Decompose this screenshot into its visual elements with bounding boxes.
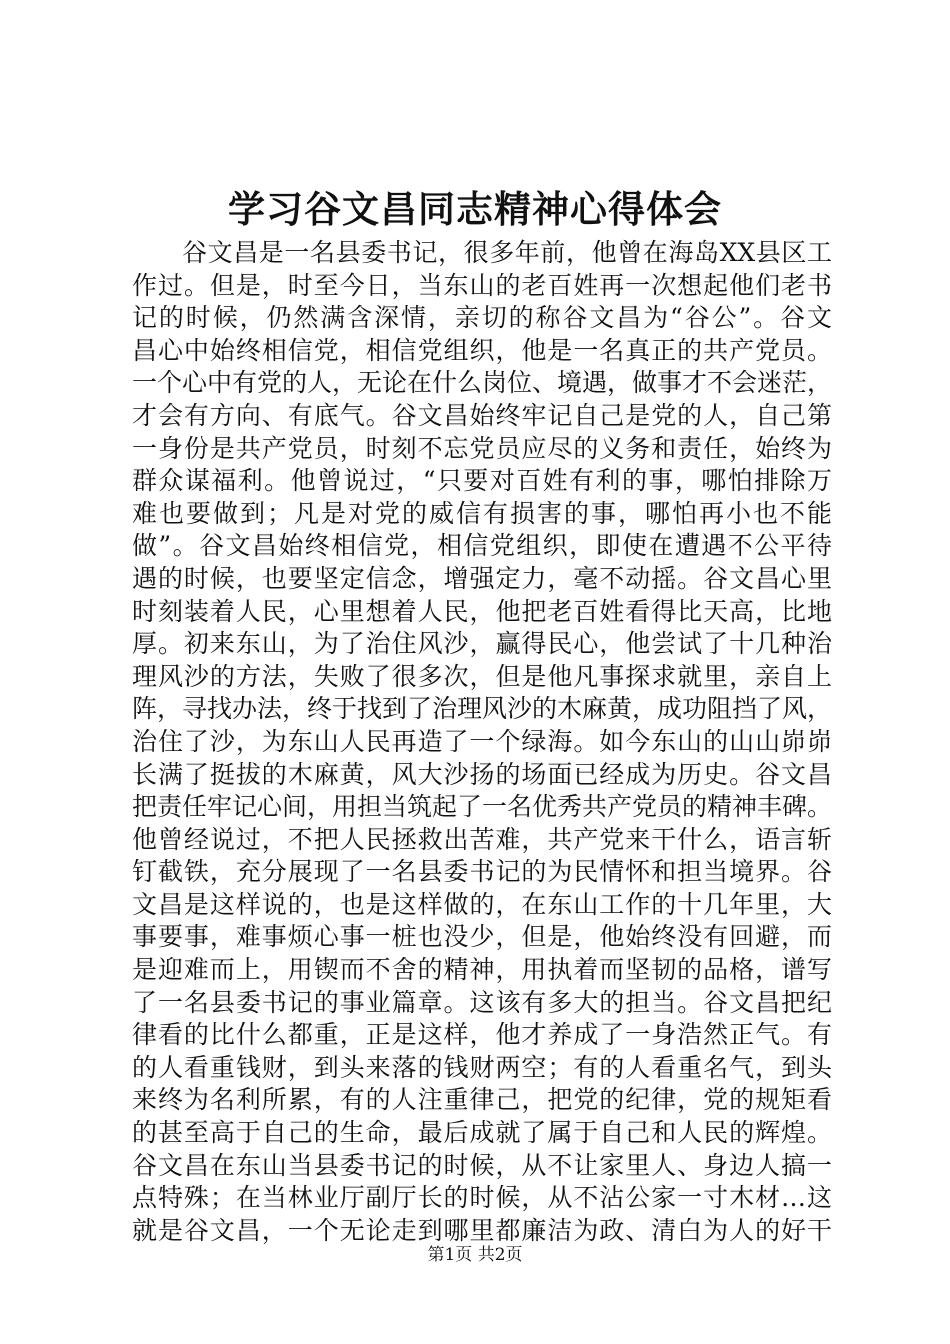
text-line: 谷文昌是一名县委书记，很多年前，他曾在海岛XX县区工: [182, 238, 832, 267]
text-line: 文昌是这样说的，也是这样做的，在东山工作的十几年里，大: [132, 889, 832, 919]
text-line: 的甚至高于自己的生命，最后成就了属于自己和人民的辉煌。: [132, 1118, 832, 1148]
text-line: 治住了沙，为东山人民再造了一个绿海。如今东山的山山峁峁: [132, 726, 832, 756]
text-line: 遇的时候，也要坚定信念，增强定力，毫不动摇。谷文昌心里: [132, 563, 832, 593]
text-line: 谷文昌在东山当县委书记的时候，从不让家里人、身边人搞一: [132, 1150, 832, 1180]
text-line: 事要事，难事烦心事一桩也没少，但是，他始终没有回避，而: [132, 922, 832, 952]
text-line: 厚。初来东山，为了治住风沙，赢得民心，他尝试了十几种治: [132, 629, 832, 659]
body-paragraph: [132, 237, 832, 1247]
text-line: 一身份是共产党员，时刻不忘党员应尽的义务和责任，始终为: [132, 433, 832, 463]
text-line: 阵，寻找办法，终于找到了治理风沙的木麻黄，成功阻挡了风，: [132, 694, 833, 724]
text-line: 点特殊；在当林业厅副厅长的时候，从不沾公家一寸木材…这: [132, 1183, 832, 1213]
text-line: 来终为名利所累，有的人注重律己，把党的纪律，党的规矩看: [132, 1085, 832, 1115]
text-line: 理风沙的方法，失败了很多次，但是他凡事探求就里，亲自上: [132, 661, 832, 691]
text-line: 他曾经说过，不把人民拯救出苦难，共产党来干什么，语言斩: [132, 824, 832, 854]
text-line: 记的时候，仍然满含深情，亲切的称谷文昌为“谷公”。谷文: [132, 303, 832, 333]
page-title: 学习谷文昌同志精神心得体会: [228, 188, 722, 231]
text-line: 了一名县委书记的事业篇章。这该有多大的担当。谷文昌把纪: [132, 987, 832, 1017]
text-line: 长满了挺拔的木麻黄，风大沙扬的场面已经成为历史。谷文昌: [132, 759, 832, 789]
text-line: 难也要做到；凡是对党的威信有损害的事，哪怕再小也不能: [132, 498, 832, 528]
text-line: 一个心中有党的人，无论在什么岗位、境遇，做事才不会迷茫，: [132, 368, 833, 398]
text-line: 做”。谷文昌始终相信党，相信党组织，即使在遭遇不公平待: [132, 531, 832, 561]
text-line: 的人看重钱财，到头来落的钱财两空；有的人看重名气，到头: [132, 1052, 832, 1082]
page-footer: 第1页 共2页: [427, 1245, 523, 1265]
text-line: 是迎难而上，用锲而不舍的精神，用执着而坚韧的品格，谱写: [132, 955, 832, 985]
text-line: 钉截铁，充分展现了一名县委书记的为民情怀和担当境界。谷: [132, 857, 832, 887]
text-line: 群众谋福利。他曾说过，“只要对百姓有利的事，哪怕排除万: [132, 466, 832, 496]
text-line: 就是谷文昌，一个无论走到哪里都廉洁为政、清白为人的好干: [132, 1215, 832, 1245]
text-line: 律看的比什么都重，正是这样，他才养成了一身浩然正气。有: [132, 1020, 832, 1050]
text-line: 把责任牢记心间，用担当筑起了一名优秀共产党员的精神丰碑。: [132, 792, 833, 822]
text-line: 昌心中始终相信党，相信党组织，他是一名真正的共产党员。: [132, 335, 832, 365]
text-line: 时刻装着人民，心里想着人民，他把老百姓看得比天高，比地: [132, 596, 832, 626]
text-line: 才会有方向、有底气。谷文昌始终牢记自己是党的人，自己第: [132, 400, 832, 430]
text-line: 作过。但是，时至今日，当东山的老百姓再一次想起他们老书: [132, 270, 832, 300]
